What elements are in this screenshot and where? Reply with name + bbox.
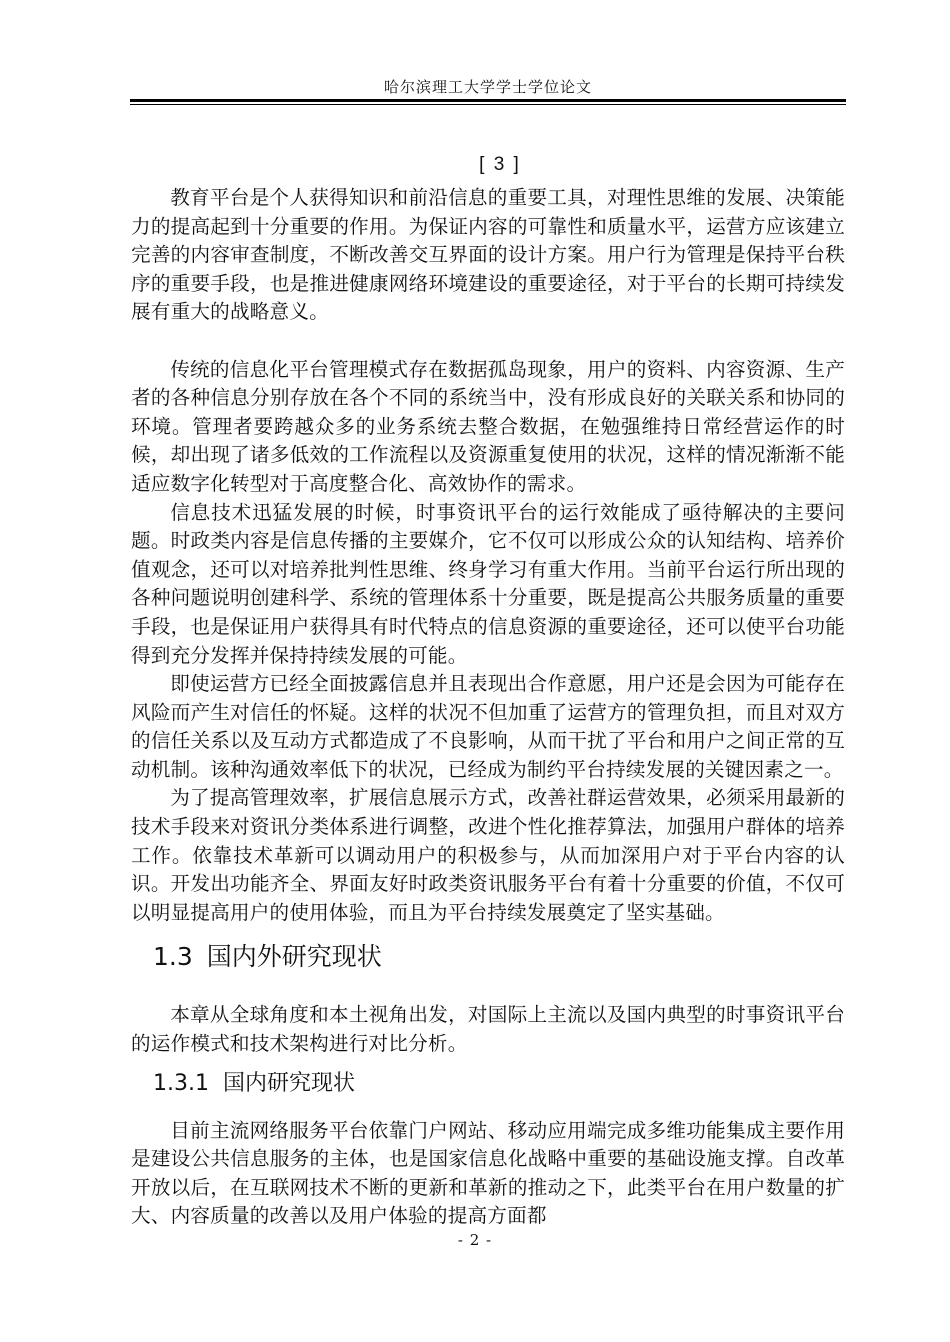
paragraph: 教育平台是个人获得知识和前沿信息的重要工具，对理性思维的发展、决策能力的提高起到十分重要的作用。为保证内容的可靠性和质量水平，运营方应该建立完善的内容审查制度，不断改善交互界面的设计方案。用户行为管理是保持平台秩序的重要手段，也是推进健康网络环境建设的重要途径，对于平台的长期可持续发展有重大的战略意义。 xyxy=(131,186,845,324)
page-header-title: 哈尔滨理工大学学士学位论文 xyxy=(383,78,592,96)
reference-marker: [ 3 ] xyxy=(479,154,521,175)
document-body xyxy=(131,146,845,1231)
header-rule-thin xyxy=(130,104,846,105)
section-title: 国内外研究现状 xyxy=(206,942,382,972)
page-number: - 2 - xyxy=(457,1231,493,1249)
subsection-heading xyxy=(153,1065,845,1103)
paragraph: 传统的信息化平台管理模式存在数据孤岛现象，用户的资料、内容资源、生产者的各种信息分别存放在各个不同的系统当中，没有形成良好的关联关系和协同的环境。管理者要跨越众多的业务系统去整合数据，在勉强维持日常经营运作的时候，却出现了诸多低效的工作流程以及资源重复使用的状况，这样的情况渐渐不能适应数字化转型对于高度整合化、高效协作的需求。 xyxy=(131,357,845,495)
paragraph-spacer xyxy=(131,327,845,356)
section-heading xyxy=(153,935,845,979)
section-intro-paragraph: 本章从全球角度和本土视角出发，对国际上主流以及国内典型的时事资讯平台的运作模式和技术架构进行对比分析。 xyxy=(131,1003,845,1056)
section-number: 1.3 xyxy=(153,942,193,972)
subsection-number: 1.3.1 xyxy=(153,1070,209,1096)
subsection-paragraph: 目前主流网络服务平台依靠门户网站、移动应用端完成多维功能集成主要作用是建设公共信息服务的主体，也是国家信息化战略中重要的基础设施支撑。自改革开放以后，在互联网技术不断的更新和革新的推动之下，此类平台在用户数量的扩大、内容质量的改善以及用户体验的提高方面都 xyxy=(131,1118,845,1228)
subsection-title: 国内研究现状 xyxy=(222,1070,355,1096)
header-rule-thick xyxy=(130,99,846,102)
paragraph: 为了提高管理效率，扩展信息展示方式，改善社群运营效果，必须采用最新的技术手段来对资讯分类体系进行调整，改进个性化推荐算法，加强用户群体的培养工作。依靠技术革新可以调动用户的积极参与，从而加深用户对于平台内容的认识。开发出功能齐全、界面友好时政类资讯服务平台有着十分重要的价值，不仅可以明显提高用户的使用体验，而且为平台持续发展奠定了坚实基础。 xyxy=(131,786,845,924)
paragraph: 即使运营方已经全面披露信息并且表现出合作意愿，用户还是会因为可能存在风险而产生对信任的怀疑。这样的状况不但加重了运营方的管理负担，而且对双方的信任关系以及互动方式都造成了不良影响，从而干扰了平台和用户之间正常的互动机制。该种沟通效率低下的状况，已经成为制约平台持续发展的关键因素之一。 xyxy=(131,672,845,781)
paragraph: 信息技术迅猛发展的时候，时事资讯平台的运行效能成了亟待解决的主要问题。时政类内容是信息传播的主要媒介，它不仅可以形成公众的认知结构、培养价值观念，还可以对培养批判性思维、终身学习有重大作用。当前平台运行所出现的各种问题说明创建科学、系统的管理体系十分重要，既是提高公共服务质量的重要手段，也是保证用户获得具有时代特点的信息资源的重要途径，还可以使平台功能得到充分发挥并保持持续发展的可能。 xyxy=(131,500,845,667)
